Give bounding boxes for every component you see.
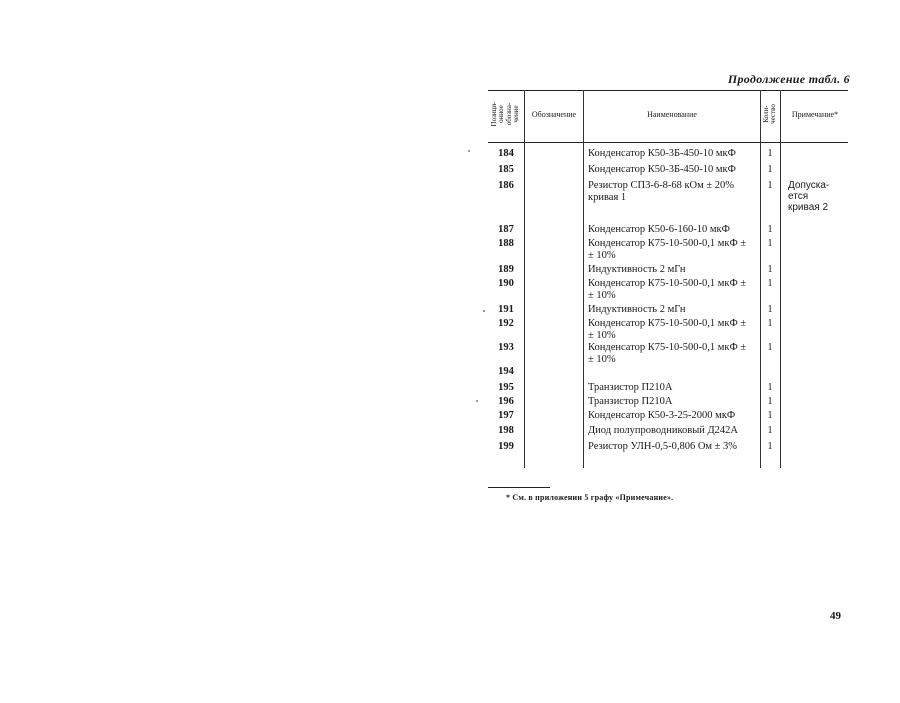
name-cell: Конденсатор К75-10-500-0,1 мкФ ± ± 10% xyxy=(588,318,747,341)
position-cell: 196 xyxy=(498,396,514,407)
page-number: 49 xyxy=(830,610,841,622)
position-cell: 199 xyxy=(498,441,514,452)
name-cell: Конденсатор К75-10-500-0,1 мкФ ± ± 10% xyxy=(588,238,747,261)
name-cell: Индуктивность 2 мГн xyxy=(588,304,686,315)
position-cell: 198 xyxy=(498,425,514,436)
position-cell: 197 xyxy=(498,410,514,421)
quantity-cell: 1 xyxy=(767,382,773,393)
header-designation: Обозначение xyxy=(531,110,577,119)
scan-speck xyxy=(468,150,470,152)
position-cell: 186 xyxy=(498,180,514,191)
position-cell: 188 xyxy=(498,238,514,249)
header-note: Примечание* xyxy=(791,110,839,119)
quantity-cell: 1 xyxy=(767,396,773,407)
quantity-cell: 1 xyxy=(767,148,773,159)
position-cell: 192 xyxy=(498,318,514,329)
quantity-cell: 1 xyxy=(767,425,773,436)
quantity-cell: 1 xyxy=(767,342,773,353)
footnote-rule xyxy=(488,487,550,488)
position-cell: 189 xyxy=(498,264,514,275)
name-cell: Конденсатор К50-3Б-450-10 мкФ xyxy=(588,164,736,175)
name-cell: Конденсатор К50-3Б-450-10 мкФ xyxy=(588,148,736,159)
name-cell: Индуктивность 2 мГн xyxy=(588,264,686,275)
position-cell: 194 xyxy=(498,366,514,377)
header-bottom-rule xyxy=(488,142,848,143)
quantity-cell: 1 xyxy=(767,224,773,235)
position-cell: 195 xyxy=(498,382,514,393)
name-cell: Транзистор П210А xyxy=(588,396,673,407)
header-name: Наименование xyxy=(647,110,697,119)
position-cell: 185 xyxy=(498,164,514,175)
scan-speck xyxy=(483,310,485,312)
quantity-cell: 1 xyxy=(767,318,773,329)
quantity-cell: 1 xyxy=(767,238,773,249)
quantity-cell: 1 xyxy=(767,264,773,275)
name-cell: Конденсатор К50-3-25-2000 мкФ xyxy=(588,410,736,421)
name-cell: Конденсатор К75-10-500-0,1 мкФ ± ± 10% xyxy=(588,342,747,365)
col-divider-1 xyxy=(524,90,525,468)
quantity-cell: 1 xyxy=(767,180,773,191)
position-cell: 193 xyxy=(498,342,514,353)
position-cell: 190 xyxy=(498,278,514,289)
quantity-cell: 1 xyxy=(767,304,773,315)
name-cell: Диод полупроводниковый Д242А xyxy=(588,425,739,436)
note-cell: Допуска- ется кривая 2 xyxy=(788,180,830,213)
position-cell: 184 xyxy=(498,148,514,159)
position-cell: 191 xyxy=(498,304,514,315)
name-cell: Резистор УЛН-0,5-0,806 Ом ± 3% xyxy=(588,441,738,452)
name-cell: Конденсатор К75-10-500-0,1 мкФ ± ± 10% xyxy=(588,278,747,301)
continuation-caption: Продолжение табл. 6 xyxy=(727,72,850,86)
footnote: * См. в приложении 5 графу «Примечание». xyxy=(506,493,674,502)
components-table xyxy=(488,90,848,468)
col-divider-4 xyxy=(780,90,781,468)
name-cell: Конденсатор К50-6-160-10 мкФ xyxy=(588,224,730,235)
quantity-cell: 1 xyxy=(767,164,773,175)
name-cell: Резистор СП3-6-8-68 кОм ± 20% кривая 1 xyxy=(588,180,735,203)
quantity-cell: 1 xyxy=(767,278,773,289)
quantity-cell: 1 xyxy=(767,410,773,421)
col-divider-2 xyxy=(583,90,584,468)
scan-speck xyxy=(476,400,478,402)
position-cell: 187 xyxy=(498,224,514,235)
name-cell: Транзистор П210А xyxy=(588,382,673,393)
quantity-cell: 1 xyxy=(767,441,773,452)
header-quantity: Коли- чество xyxy=(762,104,778,124)
table-top-rule xyxy=(488,90,848,91)
header-position: Позици- онное обозна- чение xyxy=(490,101,521,127)
col-divider-3 xyxy=(760,90,761,468)
